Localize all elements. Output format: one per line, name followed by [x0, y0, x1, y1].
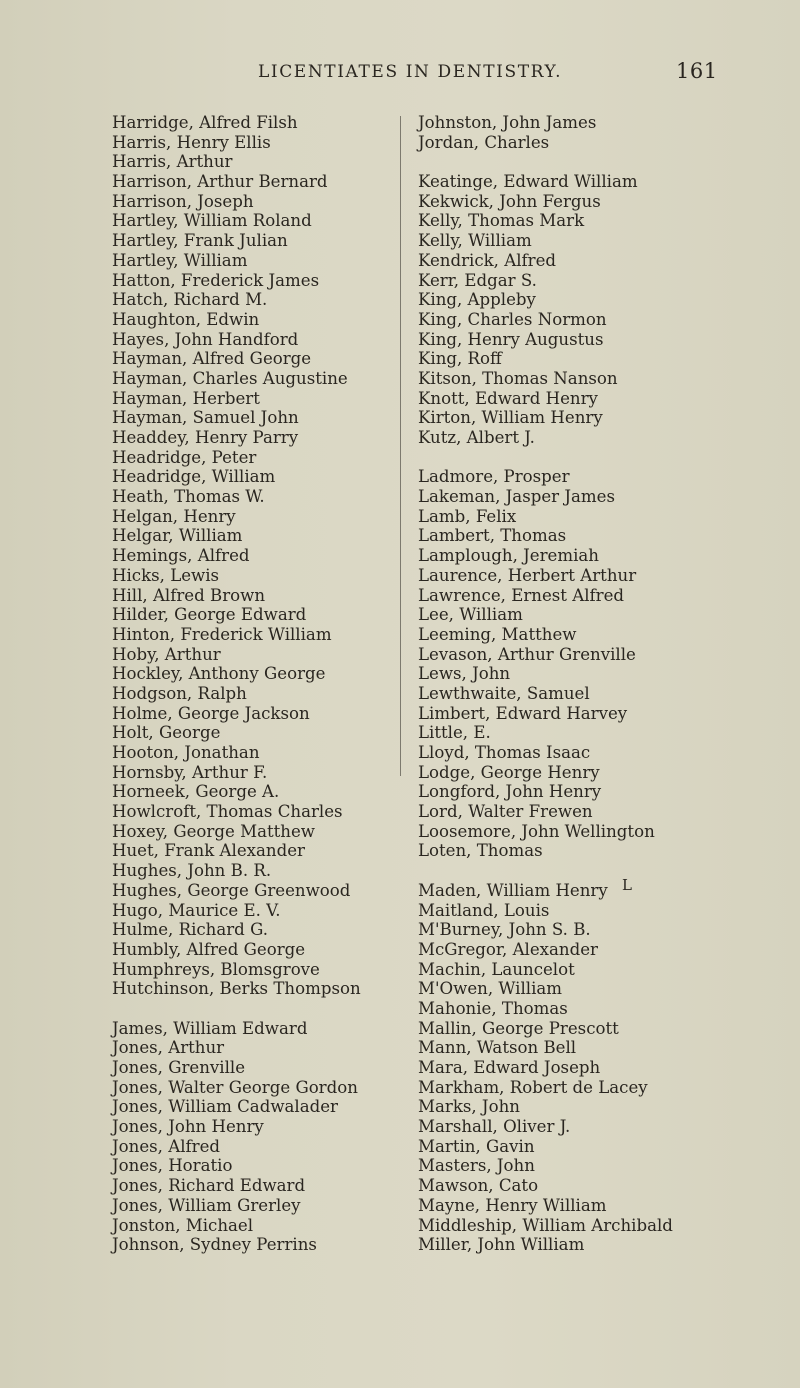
name-entry: Jones, Arthur	[112, 1038, 225, 1058]
name-entry: Jordan, Charles	[418, 132, 550, 152]
name-entry: Leeming, Matthew	[418, 624, 577, 644]
name-entry: King, Henry Augustus	[418, 329, 604, 349]
name-entry: Hughes, George Greenwood	[112, 880, 351, 900]
name-entry: Horneek, George A.	[112, 782, 280, 802]
name-group-j	[112, 1019, 402, 1255]
name-entry: Hayman, Charles Augustine	[112, 368, 348, 388]
name-entry: Hughes, John B. R.	[112, 861, 272, 881]
name-entry: Mann, Watson Bell	[418, 1038, 577, 1058]
name-entry: Headridge, William	[112, 467, 276, 487]
group-spacer	[418, 448, 758, 468]
name-entry: Harrison, Joseph	[112, 191, 254, 211]
group-spacer	[418, 152, 758, 172]
name-entry: Hoby, Arthur	[112, 644, 221, 664]
name-entry: Johnston, John James	[418, 113, 597, 132]
name-entry: Keatinge, Edward William	[418, 172, 638, 192]
name-entry: Harris, Henry Ellis	[112, 132, 271, 152]
group-spacer	[112, 999, 402, 1019]
page-number: 161	[676, 59, 718, 83]
name-entry: Maitland, Louis	[418, 900, 550, 920]
name-entry: King, Charles Normon	[418, 309, 607, 329]
name-group-j-cont	[418, 113, 758, 152]
name-group-h	[112, 113, 402, 999]
name-entry: Martin, Gavin	[418, 1136, 535, 1156]
name-entry: Lee, William	[418, 605, 523, 625]
name-entry: Maden, William Henry	[418, 880, 608, 900]
name-entry: Kekwick, John Fergus	[418, 191, 601, 211]
name-entry: Laurence, Herbert Arthur	[418, 565, 637, 585]
name-entry: Jones, Horatio	[112, 1156, 233, 1176]
name-entry: Hill, Alfred Brown	[112, 585, 266, 605]
name-entry: McGregor, Alexander	[418, 939, 598, 959]
name-entry: Huet, Frank Alexander	[112, 841, 305, 861]
left-column	[112, 113, 402, 1255]
name-entry: Mara, Edward Joseph	[418, 1058, 601, 1077]
name-entry: Helgar, William	[112, 526, 243, 546]
name-entry: Hartley, Frank Julian	[112, 231, 288, 251]
name-entry: Little, E.	[418, 723, 491, 743]
name-entry: Kelly, Thomas Mark	[418, 211, 585, 231]
page-header	[0, 59, 800, 88]
name-entry: Jones, Grenville	[112, 1058, 246, 1077]
name-entry: King, Roff	[418, 349, 502, 369]
name-entry: Jonston, Michael	[112, 1215, 254, 1235]
name-entry: Lamb, Felix	[418, 506, 517, 526]
name-entry: Hatton, Frederick James	[112, 270, 320, 290]
name-entry: Headdey, Henry Parry	[112, 428, 299, 447]
name-entry: Harridge, Alfred Filsh	[112, 113, 298, 132]
name-entry: Knott, Edward Henry	[418, 388, 598, 408]
name-entry: Hodgson, Ralph	[112, 683, 247, 703]
name-entry: Marshall, Oliver J.	[418, 1117, 571, 1137]
name-entry: Lord, Walter Frewen	[418, 802, 593, 822]
name-entry: Harrison, Arthur Bernard	[112, 172, 328, 192]
name-entry: Loosemore, John Wellington	[418, 821, 655, 841]
name-entry: Hilder, George Edward	[112, 605, 307, 625]
name-entry: Mahonie, Thomas	[418, 998, 568, 1018]
name-entry: Jones, William Cadwalader	[112, 1097, 338, 1117]
name-entry: Jones, Walter George Gordon	[112, 1077, 358, 1097]
name-entry: Markham, Robert de Lacey	[418, 1077, 648, 1097]
name-group-m	[418, 881, 758, 1255]
name-entry: Lawrence, Ernest Alfred	[418, 585, 625, 605]
name-entry: Ladmore, Prosper	[418, 467, 570, 487]
name-entry: Humbly, Alfred George	[112, 939, 306, 959]
right-column	[418, 113, 758, 1255]
name-entry: Hulme, Richard G.	[112, 920, 269, 940]
name-entry: Kirton, William Henry	[418, 408, 603, 428]
name-entry: Lamplough, Jeremiah	[418, 546, 599, 566]
name-entry: Hartley, William Roland	[112, 211, 312, 231]
name-entry: Jones, Richard Edward	[112, 1176, 306, 1196]
name-entry: King, Appleby	[418, 290, 536, 310]
name-entry: James, William Edward	[112, 1018, 308, 1038]
name-entry: Masters, John	[418, 1156, 535, 1176]
name-entry: Hicks, Lewis	[112, 565, 220, 585]
name-entry: Hornsby, Arthur F.	[112, 762, 268, 782]
name-entry: Loten, Thomas	[418, 841, 543, 861]
name-entry: Hayes, John Handford	[112, 329, 299, 349]
name-entry: Kutz, Albert J.	[418, 428, 535, 447]
name-entry: M'Owen, William	[418, 979, 563, 999]
name-entry: Hooton, Jonathan	[112, 743, 260, 762]
name-entry: Johnson, Sydney Perrins	[112, 1235, 317, 1255]
name-entry: Mallin, George Prescott	[418, 1018, 619, 1038]
name-entry: Middleship, William Archibald	[418, 1215, 673, 1235]
name-entry: Hayman, Herbert	[112, 388, 260, 408]
name-entry: Hinton, Frederick William	[112, 624, 332, 644]
name-entry: Levason, Arthur Grenville	[418, 644, 636, 664]
name-entry: Lews, John	[418, 664, 511, 684]
name-entry: Humphreys, Blomsgrove	[112, 959, 320, 979]
name-entry: Machin, Launcelot	[418, 959, 575, 979]
name-entry: Kendrick, Alfred	[418, 250, 557, 270]
name-entry: Miller, John William	[418, 1235, 585, 1255]
name-entry: Lambert, Thomas	[418, 526, 567, 546]
name-group-k	[418, 172, 758, 448]
name-entry: Kerr, Edgar S.	[418, 270, 537, 290]
name-entry: Hugo, Maurice E. V.	[112, 900, 281, 920]
name-entry: Hayman, Samuel John	[112, 408, 299, 428]
name-entry: Hartley, William	[112, 250, 248, 270]
group-spacer	[418, 861, 758, 881]
name-entry: Hockley, Anthony George	[112, 664, 326, 684]
name-entry: Longford, John Henry	[418, 782, 602, 802]
name-entry: Marks, John	[418, 1097, 520, 1117]
name-entry: Jones, William Grerley	[112, 1195, 301, 1215]
name-entry: Hatch, Richard M.	[112, 290, 268, 310]
name-entry: Lodge, George Henry	[418, 762, 600, 782]
name-entry: Lewthwaite, Samuel	[418, 683, 590, 703]
name-entry: Limbert, Edward Harvey	[418, 703, 628, 723]
name-entry: Kitson, Thomas Nanson	[418, 368, 618, 388]
name-entry: Hutchinson, Berks Thompson	[112, 979, 361, 999]
running-title: LICENTIATES IN DENTISTRY.	[258, 62, 563, 82]
name-entry: Haughton, Edwin	[112, 309, 260, 329]
name-entry: Jones, Alfred	[112, 1136, 221, 1156]
name-entry: Lakeman, Jasper James	[418, 487, 615, 507]
signature-mark: L	[622, 876, 632, 894]
name-entry: Harris, Arthur	[112, 152, 233, 172]
name-entry: Hemings, Alfred	[112, 546, 250, 566]
name-entry: Heath, Thomas W.	[112, 487, 265, 507]
name-entry: Hayman, Alfred George	[112, 349, 312, 369]
name-entry: Headridge, Peter	[112, 447, 257, 467]
name-group-l	[418, 467, 758, 861]
name-entry: Mayne, Henry William	[418, 1195, 607, 1215]
name-entry: Jones, John Henry	[112, 1117, 264, 1137]
name-entry: M'Burney, John S. B.	[418, 920, 591, 940]
name-entry: Lloyd, Thomas Isaac	[418, 743, 591, 762]
column-rule	[400, 116, 401, 776]
name-entry: Holt, George	[112, 723, 221, 743]
name-entry: Holme, George Jackson	[112, 703, 310, 723]
name-entry: Howlcroft, Thomas Charles	[112, 802, 343, 822]
name-entry: Helgan, Henry	[112, 506, 236, 526]
name-entry: Hoxey, George Matthew	[112, 821, 316, 841]
name-entry: Mawson, Cato	[418, 1176, 539, 1196]
name-entry: Kelly, William	[418, 231, 532, 251]
